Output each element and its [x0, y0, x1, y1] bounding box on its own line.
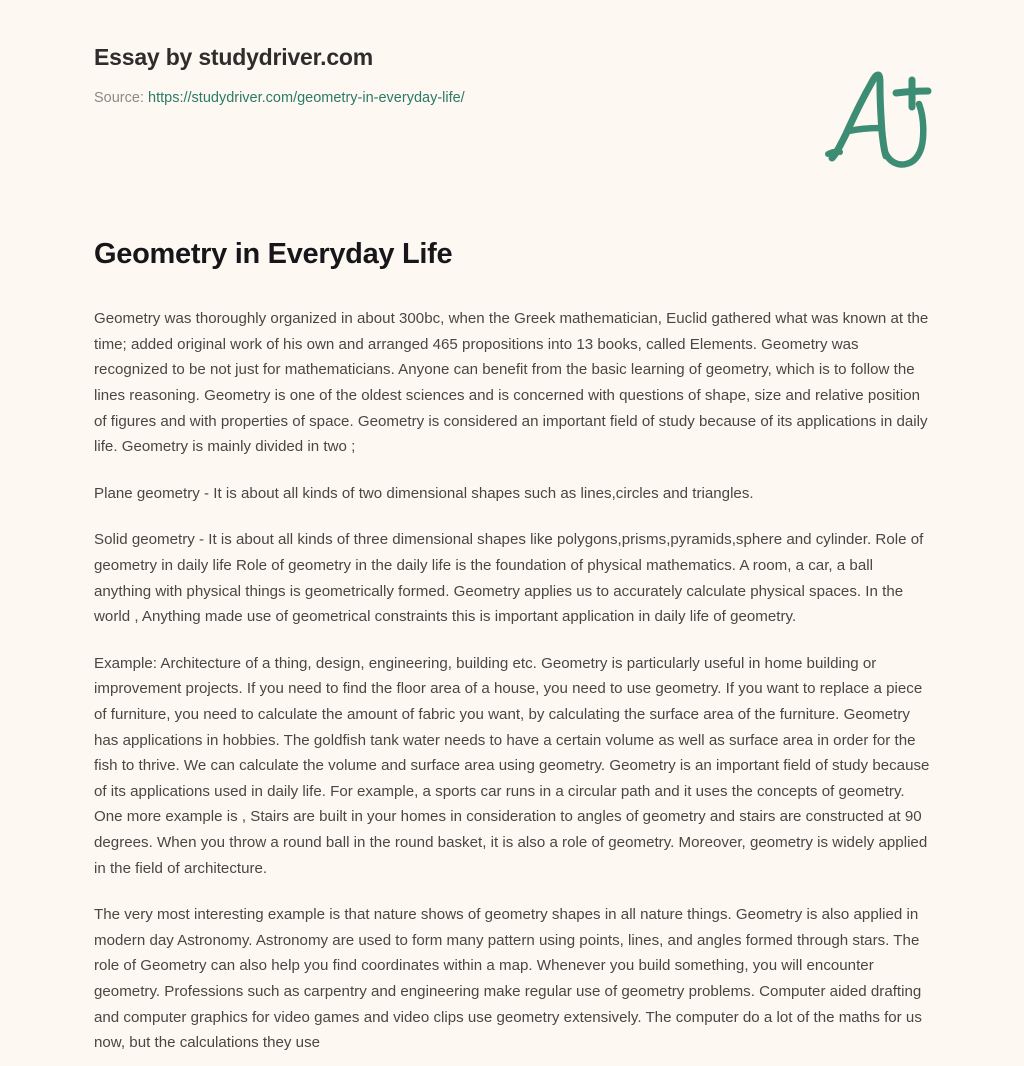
- a-plus-logo-icon: [818, 62, 938, 172]
- paragraph: Solid geometry - It is about all kinds of three dimensional shapes like polygons,prisms,pyramids,sphere and cylinder. Role of geometry in daily life Role of geometry in the daily life is the foundation of physical mathematics. A room, a car, a ball anything with physical things is geometrically formed. Geometry applies us to accurately calculate physical spaces. In the world , Anything made use of geometrical constraints this is important application in daily life of geometry.: [94, 531, 924, 626]
- source-label: Source:: [94, 89, 144, 106]
- paragraph: Geometry was thoroughly organized in about 300bc, when the Greek mathematician, Euclid gathered what was known at the time; added original work of his own and arranged 465 propositions into 13 books, called Elements. Geometry was recognized to be not just for mathematicians. Anyone can benefit from the basic learning of geometry, which is to follow the lines reasoning. Geometry is one of the oldest sciences and is concerned with questions of shape, size and relative position of figures and with properties of space. Geometry is considered an important field of study because of its applications in daily life. Geometry is mainly divided in two ;: [94, 310, 929, 456]
- page-title: Geometry in Everyday Life: [94, 238, 453, 270]
- paragraph: Plane geometry - It is about all kinds of two dimensional shapes such as lines,circles and triangles.: [94, 484, 754, 502]
- source-url-link[interactable]: https://studydriver.com/geometry-in-everyday-life/: [148, 89, 465, 106]
- paragraph: Example: Architecture of a thing, design, engineering, building etc. Geometry is particularly useful in home building or improvement projects. If you need to find the floor area of a house, you need to use geometry. If you want to replace a piece of furniture, you need to calculate the amount of fabric you want, by calculating the surface area of the furniture. Geometry has applications in hobbies. The goldfish tank water needs to have a certain volume as well as surface area in order for the fish to thrive. We can calculate the volume and surface area using geometry. Geometry is an important field of study because of its applications used in daily life. For example, a sports car runs in a circular path and it uses the concepts of geometry. One more example is , Stairs are built in your homes in consideration to angles of geometry and stairs are constructed at 90 degrees. When you throw a round ball in the round basket, it is also a role of geometry. Moreover, geometry is widely applied in the field of architecture.: [94, 654, 930, 877]
- essay-body: [94, 306, 930, 1055]
- byline: Essay by studydriver.com: [94, 44, 374, 70]
- paragraph: The very most interesting example is that nature shows of geometry shapes in all nature things. Geometry is also applied in modern day Astronomy. Astronomy are used to form many pattern using points, lines, and angles formed through stars. The role of Geometry can also help you find coordinates within a map. Whenever you build something, you will encounter geometry. Professions such as carpentry and engineering make regular use of geometry problems. Computer aided drafting and computer graphics for video games and video clips use geometry extensively. The computer do a lot of the maths for us now, but the calculations they use: [94, 906, 922, 1052]
- document-header: [0, 0, 1024, 178]
- document-content: [0, 236, 1024, 1056]
- source-line: [94, 89, 930, 108]
